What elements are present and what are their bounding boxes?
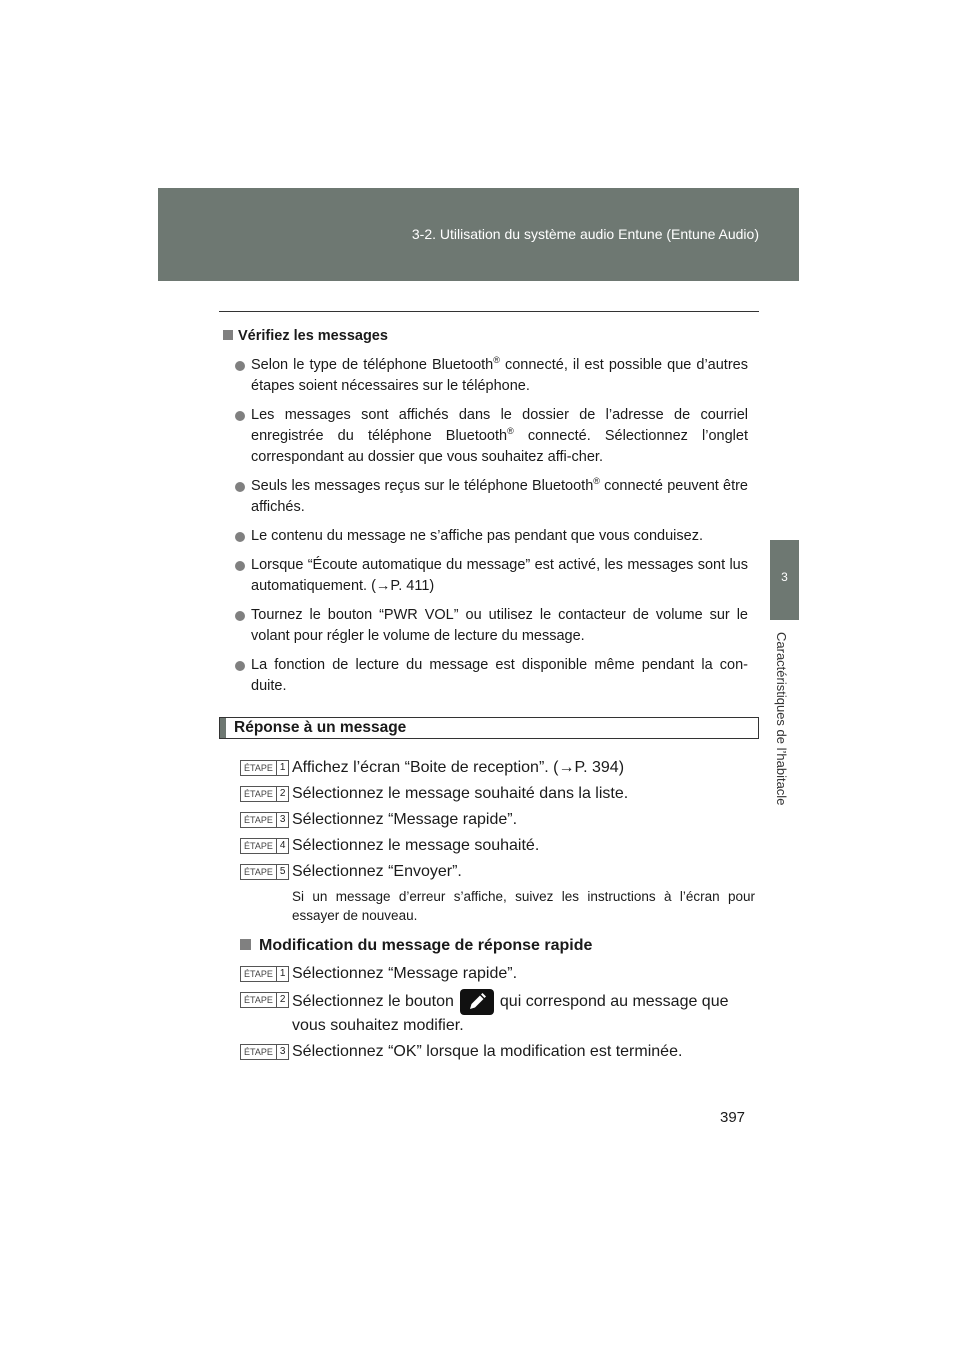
page-number: 397 <box>720 1109 746 1126</box>
step-badge <box>240 864 289 880</box>
step-word: ÉTAPE <box>244 867 273 877</box>
step-item <box>240 989 755 1037</box>
circle-bullet-icon <box>235 661 245 671</box>
item-text: connecté peuvent être affichés. <box>251 478 748 515</box>
error-note: Si un message d’erreur s’affiche, suivez les instructions à l’écran pour essayer de nouveau. <box>292 889 755 923</box>
step-badge <box>240 812 289 828</box>
steps-area <box>240 757 755 1067</box>
registered-mark: ® <box>593 476 600 487</box>
step-text: Sélectionnez le message souhaité. <box>292 837 540 854</box>
step-text: Sélectionnez le bouton <box>292 993 454 1011</box>
top-rule <box>219 311 759 312</box>
step-number: 1 <box>276 761 289 775</box>
step-word: ÉTAPE <box>244 789 273 799</box>
modify-title: Modification du message de réponse rapide <box>259 937 593 954</box>
check-heading <box>223 326 748 347</box>
chapter-tab <box>770 540 799 620</box>
step-text: Sélectionnez le message souhaité dans la liste. <box>292 785 629 802</box>
step-text: Sélectionnez “Message rapide”. <box>292 965 518 982</box>
step-badge <box>240 760 289 776</box>
circle-bullet-icon <box>235 411 245 421</box>
bullet-list <box>223 355 748 697</box>
registered-mark: ® <box>493 355 500 366</box>
item-text: connecté, il est possible que d’autres étapes soient nécessaires sur le téléphone. <box>251 357 748 394</box>
step-badge <box>240 966 289 982</box>
check-title: Vérifiez les messages <box>238 328 388 344</box>
reply-section-heading <box>219 717 759 739</box>
chapter-label: Caractéristiques de l’habitacle <box>774 632 789 806</box>
step-item <box>240 1041 755 1063</box>
circle-bullet-icon <box>235 561 245 571</box>
step-badge <box>240 838 289 854</box>
step-text: Sélectionnez “OK” lorsque la modification est terminée. <box>292 1043 683 1060</box>
square-bullet-icon <box>223 330 233 340</box>
step-text: Sélectionnez “Envoyer”. <box>292 863 462 880</box>
section-title: 3-2. Utilisation du système audio Entune (Entune Audio) <box>411 226 759 242</box>
step-word: ÉTAPE <box>244 815 273 825</box>
step-item <box>240 861 755 883</box>
heading-accent <box>220 718 226 738</box>
circle-bullet-icon <box>235 361 245 371</box>
step-text: Sélectionnez “Message rapide”. <box>292 811 518 828</box>
step-word: ÉTAPE <box>244 1047 273 1057</box>
step-text: Affichez l’écran “Boite de reception”. (→P. 394) <box>292 759 625 776</box>
circle-bullet-icon <box>235 482 245 492</box>
circle-bullet-icon <box>235 611 245 621</box>
square-bullet-icon <box>240 939 251 950</box>
header-bar <box>158 188 799 281</box>
modify-heading <box>240 935 755 957</box>
chapter-number: 3 <box>781 570 788 584</box>
registered-mark: ® <box>507 426 514 437</box>
step-number: 1 <box>276 967 289 981</box>
chapter-label-box <box>770 632 799 832</box>
pencil-icon <box>460 989 494 1015</box>
step-number: 2 <box>276 787 289 801</box>
item-text: Le contenu du message ne s’affiche pas pendant que vous conduisez. <box>251 528 703 544</box>
step-number: 3 <box>276 813 289 827</box>
step-item <box>240 809 755 831</box>
list-item <box>223 605 748 647</box>
item-text: Seuls les messages reçus sur le téléphone Bluetooth <box>251 478 594 494</box>
check-section <box>223 326 748 705</box>
step-number: 4 <box>276 839 289 853</box>
item-text: Les messages sont affichés dans le dossier de l’adresse de courriel enregistrée du téléphone Bluetooth <box>251 407 748 444</box>
step-word: ÉTAPE <box>244 763 273 773</box>
step-number: 3 <box>276 1045 289 1059</box>
step-badge <box>240 992 289 1008</box>
list-item <box>223 355 748 397</box>
step-item <box>240 963 755 985</box>
reply-title: Réponse à un message <box>234 719 407 736</box>
list-item <box>223 526 748 547</box>
item-text: La fonction de lecture du message est disponible même pendant la con-duite. <box>251 657 748 694</box>
item-text: Tournez le bouton “PWR VOL” ou utilisez le contacteur de volume sur le volant pour régler le volume de lecture du message. <box>251 607 748 644</box>
step-text: qui correspond au message que vous souhaitez modifier. <box>292 993 729 1034</box>
item-text: Selon le type de téléphone Bluetooth <box>251 357 494 373</box>
step-word: ÉTAPE <box>244 995 273 1005</box>
step-word: ÉTAPE <box>244 841 273 851</box>
step-number: 2 <box>276 993 289 1007</box>
item-text: Lorsque “Écoute automatique du message” est activé, les messages sont lus automatiquement. (→P. 411) <box>251 557 748 594</box>
step-item <box>240 757 755 779</box>
step-item <box>240 783 755 805</box>
step-badge <box>240 786 289 802</box>
list-item <box>223 405 748 468</box>
circle-bullet-icon <box>235 532 245 542</box>
step-number: 5 <box>276 865 289 879</box>
item-text: connecté. Sélectionnez l’onglet correspondant au dossier que vous souhaitez affi-cher. <box>251 428 748 465</box>
list-item <box>223 476 748 518</box>
list-item <box>223 555 748 597</box>
step-badge <box>240 1044 289 1060</box>
step-item <box>240 835 755 857</box>
list-item <box>223 655 748 697</box>
step-word: ÉTAPE <box>244 969 273 979</box>
